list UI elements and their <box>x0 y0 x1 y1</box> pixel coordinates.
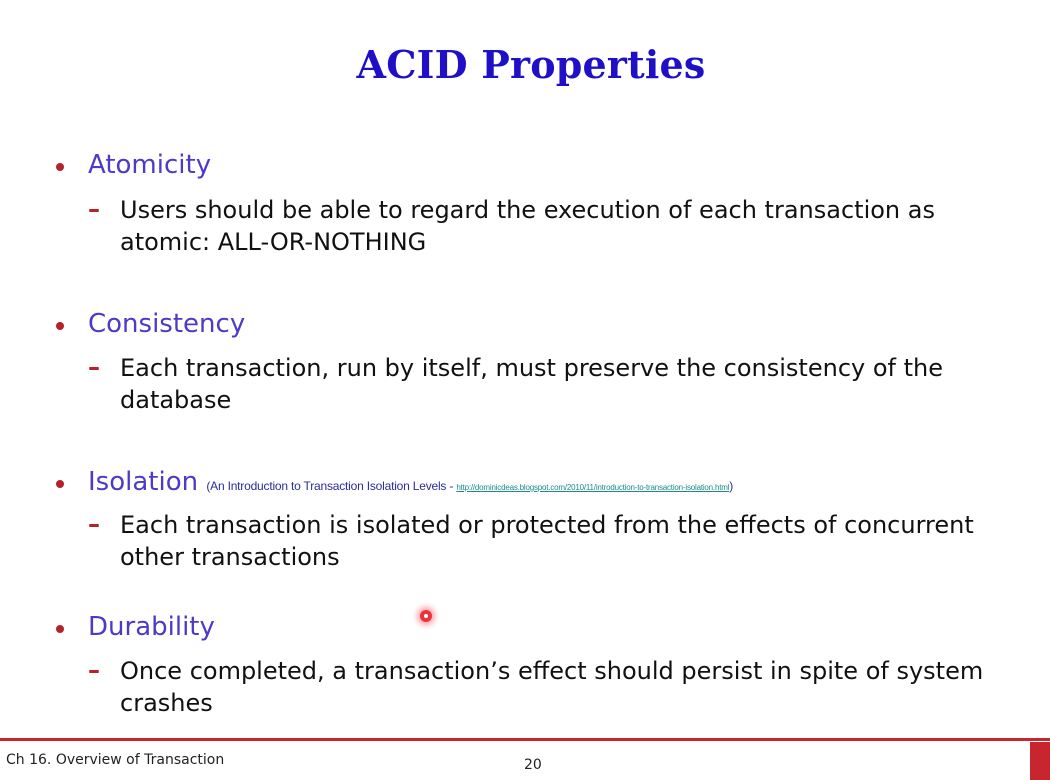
pointer-cursor-icon <box>420 610 432 622</box>
bullet-dot-icon <box>56 163 64 171</box>
sub-bullet-text: Each transaction is isolated or protected from the effects of concurrent other transactions <box>120 511 974 571</box>
bullet-dot-icon <box>56 480 64 488</box>
bullet-heading-text: Isolation <box>88 467 199 497</box>
dash-icon: – <box>88 510 100 538</box>
bullet-heading: Durability <box>88 612 215 642</box>
dash-icon: – <box>88 656 100 684</box>
dash-icon: – <box>88 195 100 223</box>
isolation-reference-link[interactable]: http://dominicdeas.blogspot.com/2010/11/introduction-to-transaction-isolation.html <box>456 483 730 492</box>
note-open: ( <box>206 479 211 493</box>
bullet-heading <box>88 467 733 497</box>
note-close: ) <box>729 479 734 493</box>
sub-bullet-text: Once completed, a transaction’s effect should persist in spite of system crashes <box>120 657 984 717</box>
sub-bullet-text: Users should be able to regard the execution of each transaction as atomic: ALL-OR-NOTHING <box>120 196 935 256</box>
bullet-dot-icon <box>56 625 64 633</box>
bullet-dot-icon <box>56 322 64 330</box>
bullet-heading: Atomicity <box>88 150 212 180</box>
slide-title: ACID Properties <box>356 42 706 87</box>
footer-page-number: 20 <box>524 757 542 773</box>
note-text: An Introduction to Transaction Isolation Levels - <box>210 479 457 493</box>
isolation-note <box>206 479 733 493</box>
university-logo-icon <box>1030 742 1050 780</box>
footer-chapter: Ch 16. Overview of Transaction <box>6 752 225 768</box>
bullet-heading: Consistency <box>88 309 246 339</box>
dash-icon: – <box>88 353 100 381</box>
sub-bullet-text: Each transaction, run by itself, must preserve the consistency of the database <box>120 354 943 414</box>
footer-divider <box>0 738 1050 741</box>
